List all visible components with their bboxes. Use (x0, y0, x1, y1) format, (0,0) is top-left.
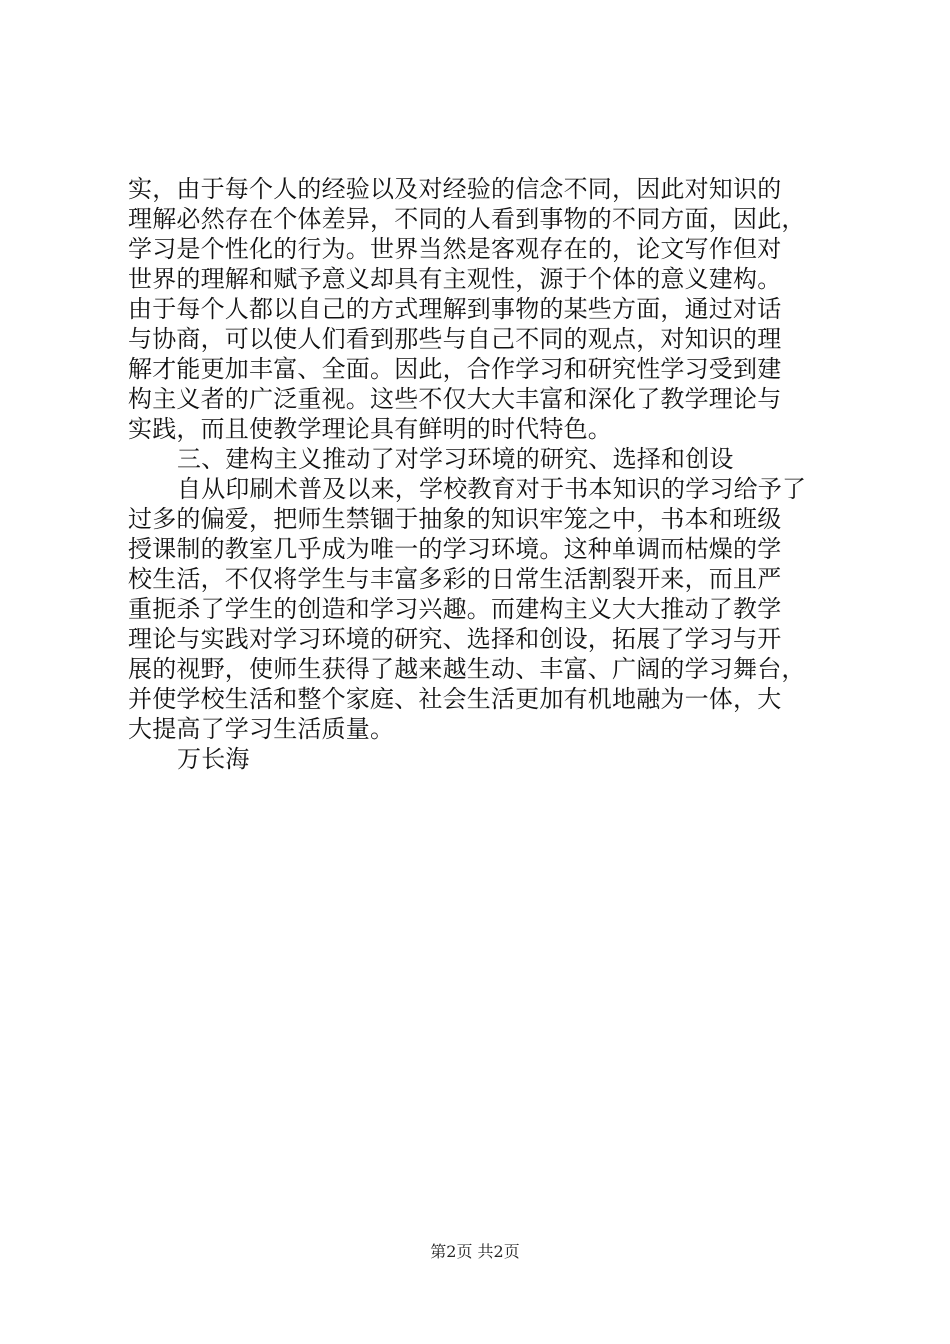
text-line: 构主义者的广泛重视。这些不仅大大丰富和深化了教学理论与 (128, 385, 782, 413)
text-line: 过多的偏爱，把师生禁锢于抽象的知识牢笼之中，书本和班级 (128, 505, 782, 533)
text-line: 世界的理解和赋予意义却具有主观性，源于个体的意义建构。 (128, 265, 782, 293)
section-heading: 三、建构主义推动了对学习环境的研究、选择和创设 (177, 445, 734, 473)
text-line: 与协商，可以使人们看到那些与自己不同的观点，对知识的理 (128, 325, 782, 353)
text-line: 理解必然存在个体差异，不同的人看到事物的不同方面，因此， (128, 205, 806, 233)
text-line: 由于每个人都以自己的方式理解到事物的某些方面，通过对话 (128, 295, 782, 323)
text-line: 解才能更加丰富、全面。因此，合作学习和研究性学习受到建 (128, 355, 782, 383)
text-line: 大提高了学习生活质量。 (128, 715, 395, 743)
document-body (128, 174, 828, 774)
text-line: 自从印刷术普及以来，学校教育对于书本知识的学习给予了 (177, 475, 807, 503)
text-line: 理论与实践对学习环境的研究、选择和创设，拓展了学习与开 (128, 625, 782, 653)
page-footer: 第2页 共2页 (430, 1242, 520, 1261)
text-line: 展的视野，使师生获得了越来越生动、丰富、广阔的学习舞台， (128, 655, 806, 683)
text-line: 并使学校生活和整个家庭、社会生活更加有机地融为一体，大 (128, 685, 782, 713)
text-line: 重扼杀了学生的创造和学习兴趣。而建构主义大大推动了教学 (128, 595, 782, 623)
text-line: 学习是个性化的行为。世界当然是客观存在的，论文写作但对 (128, 235, 782, 263)
text-line: 实，由于每个人的经验以及对经验的信念不同，因此对知识的 (128, 175, 782, 203)
text-line: 校生活，不仅将学生与丰富多彩的日常生活割裂开来，而且严 (128, 565, 782, 593)
text-line: 授课制的教室几乎成为唯一的学习环境。这种单调而枯燥的学 (128, 535, 782, 563)
author-name: 万长海 (177, 745, 250, 773)
text-line: 实践，而且使教学理论具有鲜明的时代特色。 (128, 415, 612, 443)
